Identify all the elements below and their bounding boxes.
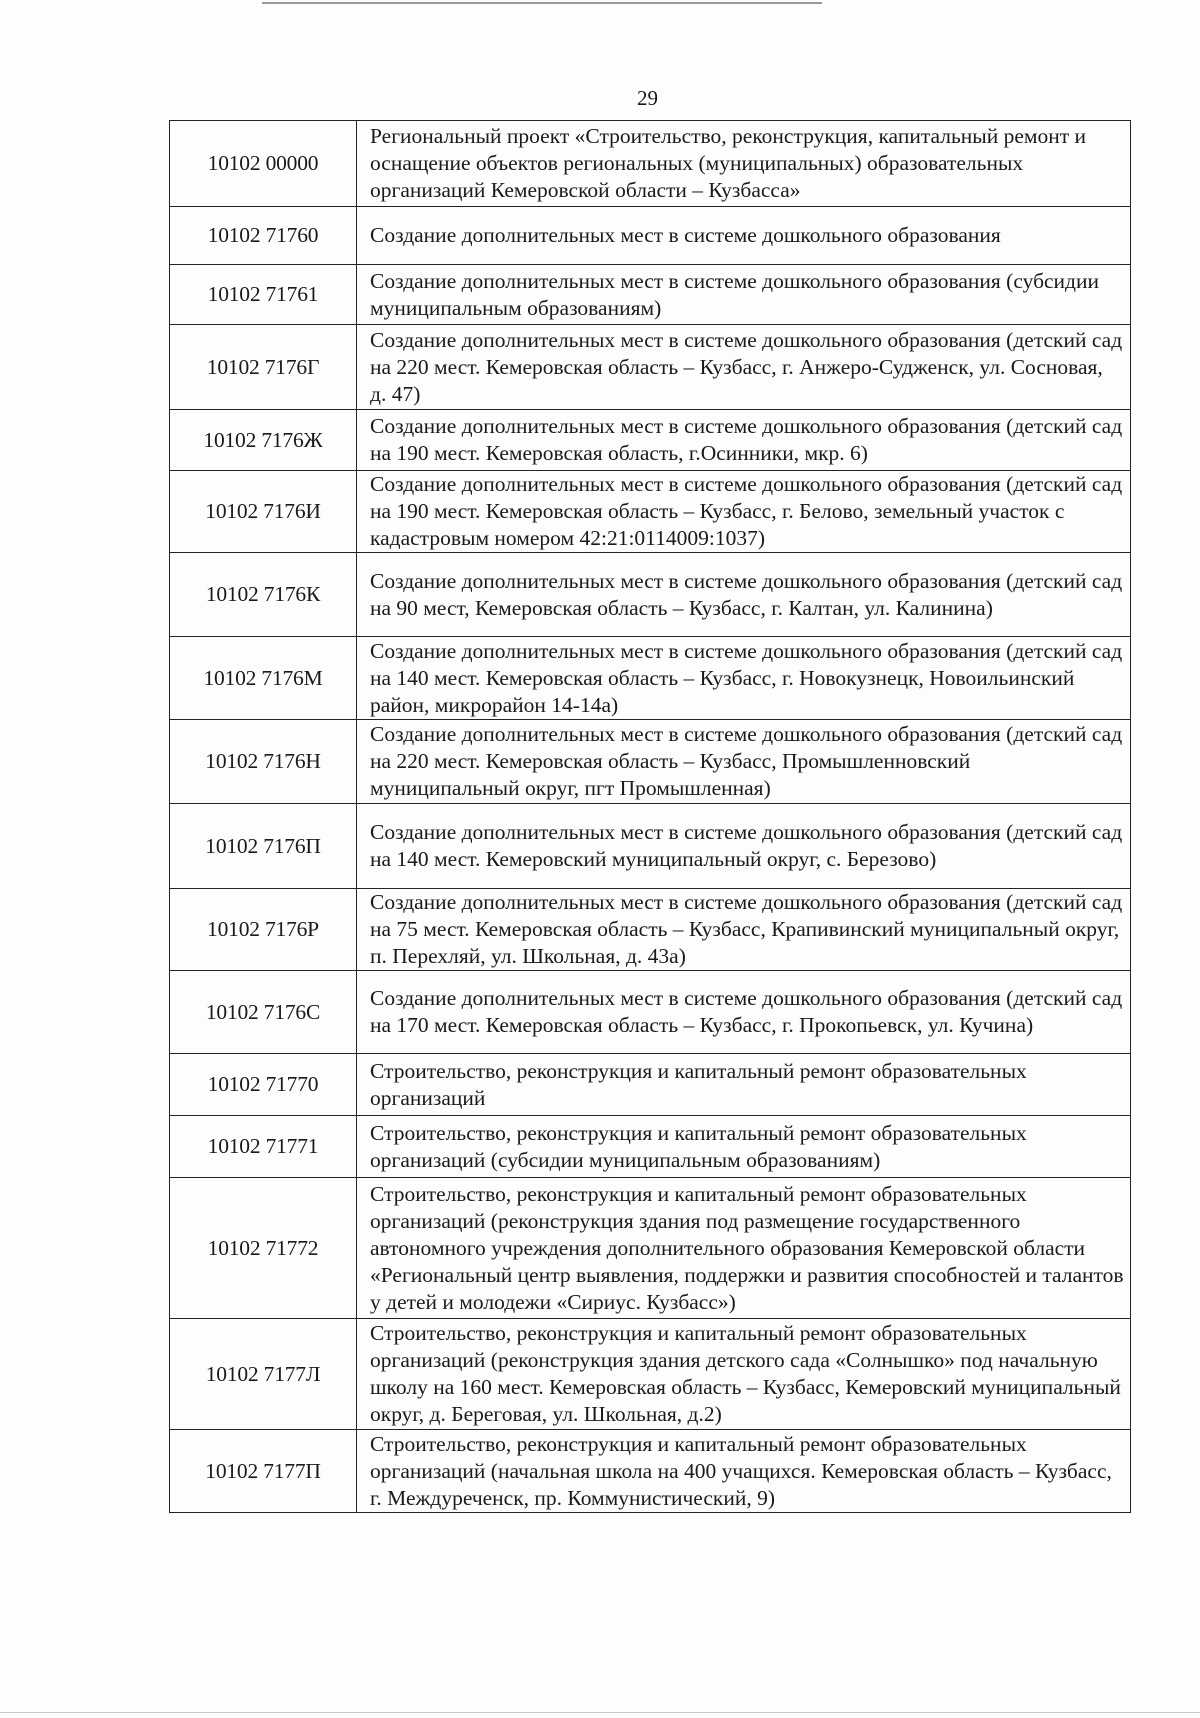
- description-cell: [357, 637, 1131, 720]
- description-text: Создание дополнительных мест в системе дошкольного образования (детский сад на 190 мест. Кемеровская область – Кузбасс, г. Белово, земельный участок с кадастровым номером 42:21:0114009:1037): [370, 472, 1123, 550]
- code-cell: 10102 7177П: [170, 1430, 357, 1513]
- description-cell: [357, 1116, 1131, 1178]
- table-row: [170, 1116, 1131, 1178]
- table-row: [170, 971, 1131, 1054]
- table-row: [170, 1178, 1131, 1319]
- description-cell: [357, 553, 1131, 637]
- description-cell: [357, 1054, 1131, 1116]
- code-cell: 10102 71760: [170, 207, 357, 265]
- code-cell: 10102 00000: [170, 121, 357, 207]
- description-text: Строительство, реконструкция и капитальный ремонт образовательных организаций (субсидии муниципальным образованиям): [370, 1120, 1027, 1172]
- table-row: [170, 1319, 1131, 1430]
- description-text: Создание дополнительных мест в системе дошкольного образования (детский сад на 90 мест, Кемеровская область – Кузбасс, г. Калтан, ул. Калинина): [370, 568, 1123, 620]
- description-text: Строительство, реконструкция и капитальный ремонт образовательных организаций (реконструкция здания под размещение государственного автономного учреждения дополнительного образования Кемеровской области «Региональный центр выявления, поддержки и развития способностей и талантов у детей и молодежи «Сириус. Кузбасс»): [370, 1181, 1124, 1314]
- description-cell: [357, 207, 1131, 265]
- description-text: Создание дополнительных мест в системе дошкольного образования (детский сад на 220 мест. Кемеровская область – Кузбасс, Промышленновский муниципальный округ, пгт Промышленная): [370, 722, 1123, 800]
- code-cell: 10102 7176М: [170, 637, 357, 720]
- table-row: [170, 265, 1131, 325]
- description-text: Создание дополнительных мест в системе дошкольного образования: [370, 223, 1001, 247]
- code-cell: 10102 7176К: [170, 553, 357, 637]
- description-text: Создание дополнительных мест в системе дошкольного образования (детский сад на 170 мест. Кемеровская область – Кузбасс, г. Прокопьевск, ул. Кучина): [370, 986, 1123, 1037]
- code-cell: 10102 71761: [170, 265, 357, 325]
- description-cell: [357, 121, 1131, 207]
- description-cell: [357, 889, 1131, 971]
- page-number: 29: [637, 86, 658, 110]
- code-cell: 10102 7176Р: [170, 889, 357, 971]
- description-text: Региональный проект «Строительство, реконструкция, капитальный ремонт и оснащение объектов региональных (муниципальных) образовательных организаций Кемеровской области – Кузбасса»: [370, 124, 1087, 202]
- table-row: [170, 410, 1131, 471]
- description-cell: [357, 471, 1131, 553]
- description-text: Создание дополнительных мест в системе дошкольного образования (детский сад на 140 мест. Кемеровская область – Кузбасс, г. Новокузнецк, Новоильинский район, микрорайон 14-14а): [370, 638, 1123, 717]
- description-cell: [357, 325, 1131, 410]
- code-cell: 10102 7176Ж: [170, 410, 357, 471]
- description-text: Строительство, реконструкция и капитальный ремонт образовательных организаций (начальная школа на 400 учащихся. Кемеровская область – Кузбасс, г. Междуреченск, пр. Коммунистический, 9): [370, 1431, 1112, 1510]
- description-cell: [357, 971, 1131, 1054]
- scan-top-edge-line: [262, 2, 822, 4]
- description-cell: [357, 1430, 1131, 1513]
- description-text: Строительство, реконструкция и капитальный ремонт образовательных организаций: [370, 1058, 1027, 1110]
- description-text: Создание дополнительных мест в системе дошкольного образования (детский сад на 75 мест. Кемеровская область – Кузбасс, Крапивинский муниципальный округ, п. Перехляй, ул. Школьная, д. 43а): [370, 890, 1123, 968]
- table-row: [170, 207, 1131, 265]
- description-text: Создание дополнительных мест в системе дошкольного образования (детский сад на 140 мест. Кемеровский муниципальный округ, с. Березово): [370, 820, 1123, 871]
- scan-bottom-edge-line: [0, 1712, 1200, 1713]
- code-cell: 10102 71772: [170, 1178, 357, 1319]
- description-cell: [357, 1178, 1131, 1319]
- table-row: [170, 325, 1131, 410]
- description-text: Создание дополнительных мест в системе дошкольного образования (детский сад на 220 мест. Кемеровская область – Кузбасс, г. Анжеро-Судженск, ул. Сосновая, д. 47): [370, 327, 1123, 406]
- budget-classification-table: [169, 120, 1131, 1513]
- description-cell: [357, 720, 1131, 804]
- table-row: [170, 804, 1131, 889]
- table-row: [170, 553, 1131, 637]
- code-cell: 10102 71770: [170, 1054, 357, 1116]
- table-row: [170, 1430, 1131, 1513]
- table-row: [170, 637, 1131, 720]
- description-text: Создание дополнительных мест в системе дошкольного образования (субсидии муниципальным образованиям): [370, 268, 1100, 320]
- code-cell: 10102 71771: [170, 1116, 357, 1178]
- code-cell: 10102 7176П: [170, 804, 357, 889]
- table-row: [170, 1054, 1131, 1116]
- description-cell: [357, 410, 1131, 471]
- table-row: [170, 471, 1131, 553]
- description-text: Строительство, реконструкция и капитальный ремонт образовательных организаций (реконструкция здания детского сада «Солнышко» под начальную школу на 160 мест. Кемеровская область – Кузбасс, Кемеровский муниципальный округ, д. Береговая, ул. Школьная, д.2): [370, 1321, 1121, 1426]
- code-cell: 10102 7177Л: [170, 1319, 357, 1430]
- description-cell: [357, 1319, 1131, 1430]
- table-row: [170, 121, 1131, 207]
- description-cell: [357, 804, 1131, 889]
- code-cell: 10102 7176Г: [170, 325, 357, 410]
- description-cell: [357, 265, 1131, 325]
- table-row: [170, 720, 1131, 804]
- table-row: [170, 889, 1131, 971]
- code-cell: 10102 7176И: [170, 471, 357, 553]
- code-cell: 10102 7176С: [170, 971, 357, 1054]
- description-text: Создание дополнительных мест в системе дошкольного образования (детский сад на 190 мест. Кемеровская область, г.Осинники, мкр. 6): [370, 414, 1123, 465]
- code-cell: 10102 7176Н: [170, 720, 357, 804]
